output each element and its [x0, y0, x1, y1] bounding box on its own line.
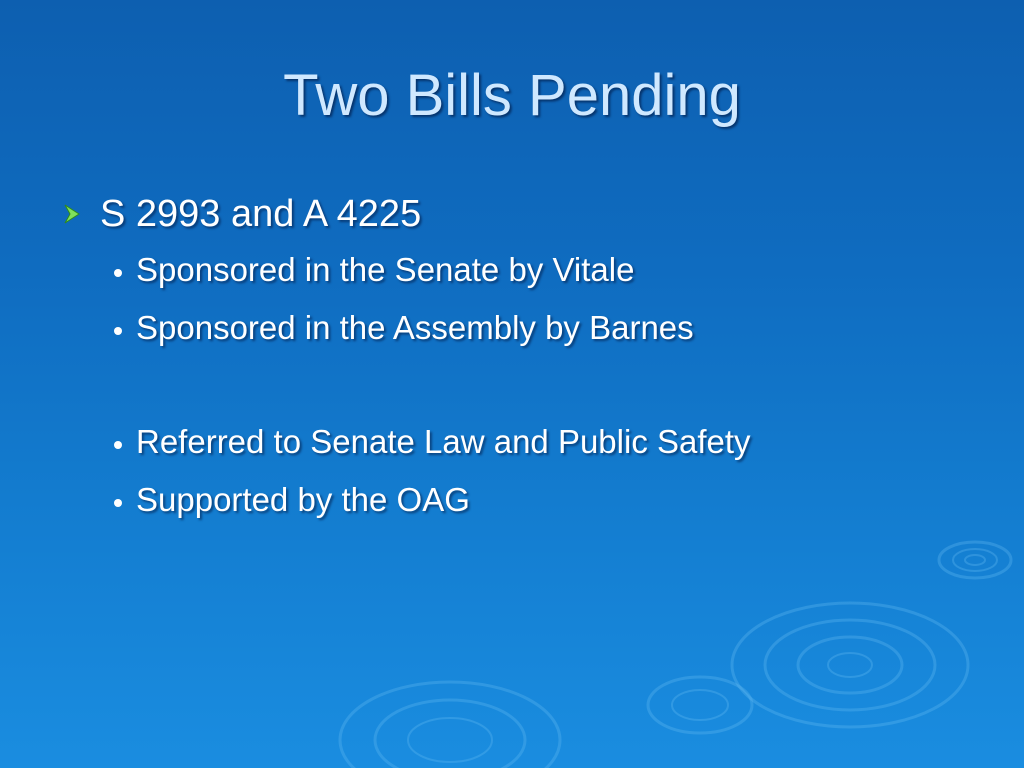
sub-bullet-text: Supported by the OAG [136, 481, 470, 518]
sub-bullet-text: Sponsored in the Senate by Vitale [136, 251, 635, 288]
bullet-list [62, 190, 962, 522]
sub-bullet-text: Sponsored in the Assembly by Barnes [136, 309, 694, 346]
bullet-dot-icon [114, 499, 122, 507]
sub-bullet-text: Referred to Senate Law and Public Safety [136, 423, 751, 460]
sub-bullet [114, 478, 962, 522]
arrow-bullet-icon [62, 203, 92, 225]
bullet-dot-icon [114, 441, 122, 449]
sub-bullet [114, 306, 962, 350]
sub-bullet [114, 248, 962, 292]
bullet-dot-icon [114, 269, 122, 277]
main-bullet-text: S 2993 and A 4225 [100, 192, 422, 235]
main-bullet [62, 190, 962, 238]
bullet-dot-icon [114, 327, 122, 335]
sub-bullet [114, 420, 962, 464]
slide-title: Two Bills Pending [283, 63, 741, 128]
